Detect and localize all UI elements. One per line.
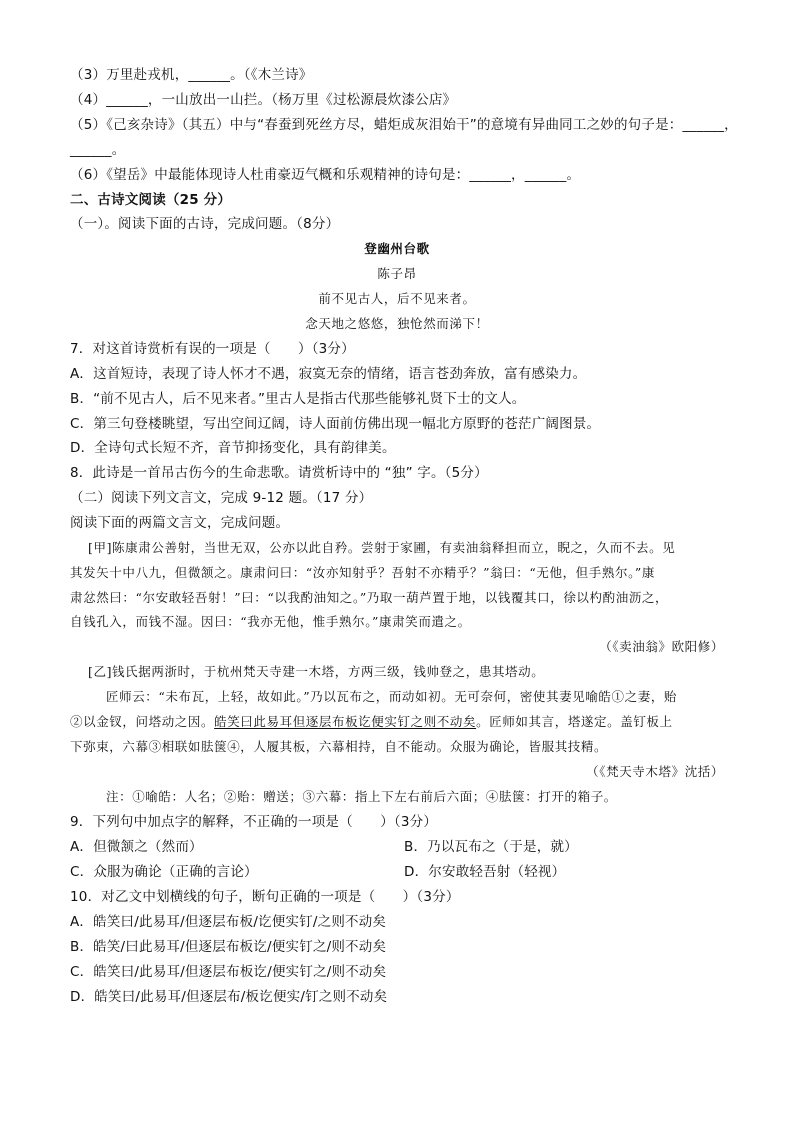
text-yi-line-3-start: ②以金钗，问塔动之因。 [70,714,215,729]
text-yi-line-3-end: 。匠师如其言，塔遂定。盖钉板上 [476,714,673,729]
question-10-option-c: C．皓笑曰/此易耳/但逐层布板讫/便实钉之/则不动矣 [70,964,387,980]
text-jia-line-1: [甲]陈康肃公善射，当世无双，公亦以此自矜。尝射于家圃，有卖油翁释担而立，睨之，久而不去。见 [88,540,676,555]
part-one-intro: （一）。阅读下面的古诗，完成问题。（8分） [70,216,340,232]
text-yi-line-4: 下弥束，六幕③相联如胠箧④，人履其板，六幕相持，自不能动。众服为确论，皆服其技精。 [70,739,608,754]
text-yi-line-1: [乙]钱氏据两浙时，于杭州梵天寺建一木塔，方两三级，钱帅登之，患其塔动。 [88,664,545,679]
text-jia-line-3: 肃忿然曰：“尔安敢轻吾射！”曰：“以我酌油知之。”乃取一葫芦置于地，以钱覆其口，徐以杓酌油沥之， [70,590,669,605]
section-heading: 二、古诗文阅读（25 分） [70,192,232,208]
question-3-recitation: （3）万里赴戎机，______。（《木兰诗》 [70,67,313,83]
question-8: 8．此诗是一首吊古伤今的生命悲歌。请赏析诗中的 “独” 字。（5分） [70,465,488,481]
question-10-option-a: A．皓笑曰/此易耳/但逐层布板/讫便实钉/之则不动矣 [70,914,387,930]
question-10-option-d: D．皓笑曰/此易耳/但逐层布/板讫便实/钉之则不动矣 [70,989,388,1005]
text-jia-source: （《卖油翁》欧阳修） [599,639,724,654]
underlined-sentence: 皓笑曰此易耳但逐层布板讫便实钉之则不动矣 [214,714,477,729]
question-7-stem: 7．对这首诗赏析有误的一项是（ ）（3分） [70,341,355,357]
question-9-option-d: D．尔安敢轻吾射（轻视） [404,864,566,880]
question-7-option-a: A．这首短诗，表现了诗人怀才不遇，寂寞无奈的情绪，语言苍劲奔放，富有感染力。 [70,366,587,382]
question-5-recitation-cont: ______。 [70,142,126,158]
question-7-option-d: D．全诗句式长短不齐，音节抑扬变化，具有韵律美。 [70,440,396,456]
text-yi-line-2: 匠师云：“未布瓦，上轻，故如此。”乃以瓦布之，而动如初。无可奈何，密使其妻见喻皓①之妻，贻 [106,689,678,704]
question-5-recitation: （5）《己亥杂诗》（其五）中与“春蚕到死丝方尽，蜡炬成灰泪始干”的意境有异曲同工之妙的句子是：______， [70,117,738,133]
question-4-recitation: （4）______，一山放出一山拦。（杨万里《过松源晨炊漆公店》 [70,92,457,108]
question-10-stem: 10．对乙文中划横线的句子，断句正确的一项是（ ）（3分） [70,889,460,905]
question-9-option-c: C．众服为确论（正确的言论） [70,864,258,880]
question-7-option-c: C．第三句登楼眺望，写出空间辽阔，诗人面前仿佛出现一幅北方原野的苍茫广阔图景。 [70,416,601,432]
text-yi-line-3 [70,712,673,732]
part-two-intro: （二）阅读下列文言文，完成 9-12 题。（17 分） [70,490,373,506]
annotation-notes: 注：①喻皓：人名；②贻：赠送；③六幕：指上下左右前后六面；④胠箧：打开的箱子。 [106,789,617,804]
poem-author: 陈子昂 [377,266,417,281]
question-6-recitation: （6）《望岳》中最能体现诗人杜甫豪迈气概和乐观精神的诗句是：______，______。 [70,167,581,183]
poem-title: 登幽州台歌 [364,241,430,256]
question-7-option-b: B．“前不见古人，后不见来者。”里古人是指古代那些能够礼贤下士的文人。 [70,391,526,407]
question-9-option-b: B．乃以瓦布之（于是，就） [404,839,578,855]
text-yi-source: （《梵天寺木塔》沈括） [586,764,724,779]
poem-line-2: 念天地之悠悠，独怆然而涕下！ [305,316,489,331]
question-9-option-a: A．但微颔之（然而） [70,839,203,855]
part-two-subintro: 阅读下面的两篇文言文，完成问题。 [70,515,290,531]
poem-line-1: 前不见古人，后不见来者。 [318,291,476,306]
question-10-option-b: B．皓笑/曰此易耳/但逐层布板讫/便实钉之/则不动矣 [70,939,387,955]
text-jia-line-4: 自钱孔入，而钱不湿。因曰：“我亦无他，惟手熟尔。”康肃笑而遣之。 [70,614,471,629]
text-jia-line-2: 其发矢十中八九，但微颔之。康肃问曰：“汝亦知射乎？吾射不亦精乎？”翁曰：“无他，但手熟尔。”康 [70,565,656,580]
question-9-stem: 9．下列句中加点字的解释，不正确的一项是（ ）（3分） [70,814,438,830]
